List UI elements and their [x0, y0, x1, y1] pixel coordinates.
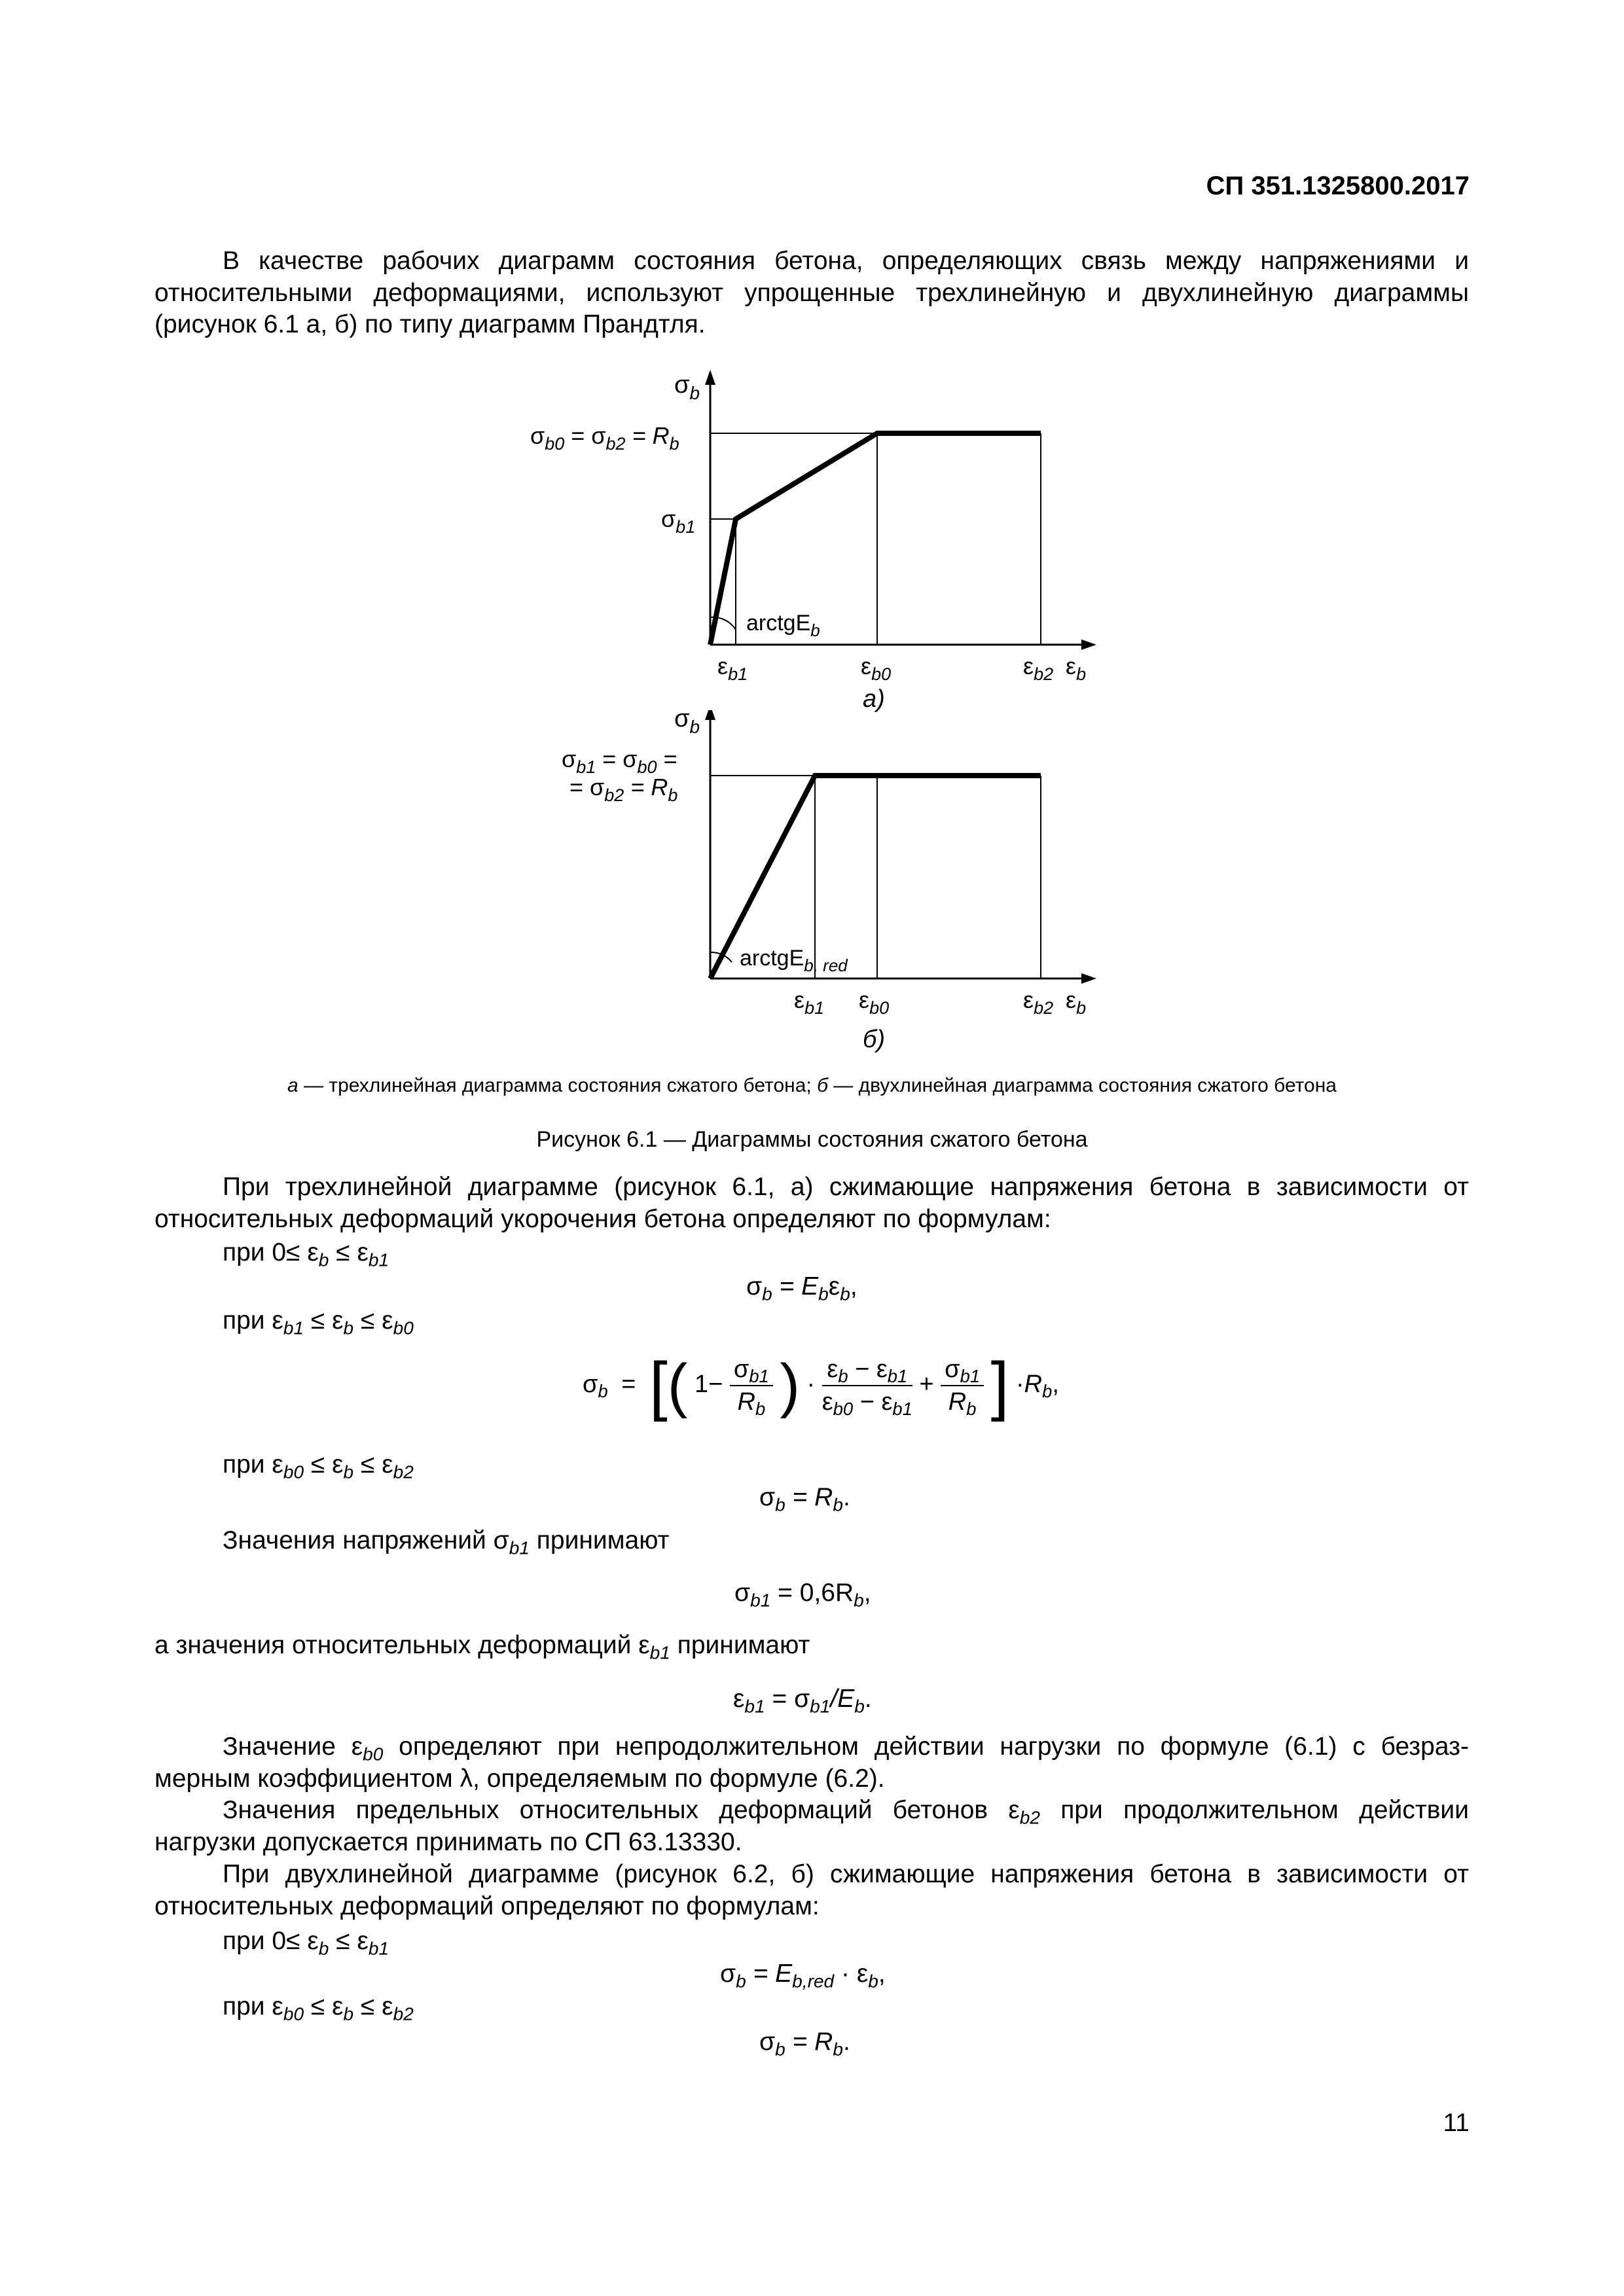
formula-4: $\sigma_{b1} = 0,6R_b$,: [734, 1579, 871, 1611]
p1-line-2: относительных деформаций укорочения бетона определяют по формулам:: [154, 1204, 1051, 1233]
p1-line-1: При трехлинейной диаграмме (рисунок 6.1, а) сжимающие напряжения бетона в зависимости от: [223, 1173, 1469, 1201]
y-arrow-a: [705, 370, 715, 385]
sigma-label-b-line1: $\sigma_{b1} = \sigma_{b0}$ =: [562, 745, 677, 777]
condition-4: при $0\le \varepsilon_b \le \varepsilon_{b1}$: [223, 1927, 389, 1959]
eps-b1-label-b: $\varepsilon_{b1}$: [794, 986, 825, 1018]
eps-b0-label-a: $\varepsilon_{b0}$: [861, 653, 892, 684]
formula-3: $\sigma_b = R_b$.: [759, 1483, 850, 1515]
figure-b: [0, 710, 1624, 1064]
y-axis-label-b: $\sigma_b$: [674, 710, 700, 737]
paragraph-eps-b2: Значения предельных относительных деформаций бетонов $\varepsilon_{b2}$ при продолжительном действии нагрузки допускается принимать по СП 63.13330.: [154, 1796, 1469, 1856]
eps-b2-label-b: $\varepsilon_{b2}$: [1023, 986, 1054, 1018]
condition-2: при $\varepsilon_{b1} \le \varepsilon_b \le \varepsilon_{b0}$: [223, 1306, 414, 1338]
intro-paragraph: [154, 245, 1469, 341]
condition-3: при $\varepsilon_{b0} \le \varepsilon_b \le \varepsilon_{b2}$: [223, 1450, 414, 1482]
fraction-1: $\frac{\sigma_{b1}}{R_b}$: [730, 1354, 773, 1418]
figure-legend: а — трехлинейная диаграмма состояния сжатого бетона; б — двухлинейная диаграмма состояния сжатого бетона: [287, 1075, 1337, 1096]
body-paragraph-1: [154, 1172, 1469, 1235]
fraction-3: $\frac{\sigma_{b1}}{R_b}$: [941, 1354, 984, 1418]
intro-line-3: (рисунок 6.1 а, б) по типу диаграмм Прандтля.: [154, 310, 706, 338]
page-number: 11: [1443, 2109, 1470, 2137]
intro-line-2: относительными деформациями, используют упрощенные трехлинейную и двухлинейную диаграммы: [154, 278, 1469, 307]
diagram-a: [0, 360, 1624, 726]
eps-b0-label-b: $\varepsilon_{b0}$: [859, 986, 890, 1018]
intro-line-1: В качестве рабочих диаграмм состояния бетона, определяющих связь между напряжениями и: [223, 247, 1469, 275]
paragraph-sigma-b1: Значения напряжений $\sigma_{b1}$ принимают: [223, 1526, 670, 1558]
eps-b2-label-a: $\varepsilon_{b2}$: [1023, 653, 1054, 684]
diagram-b: [0, 710, 1624, 1064]
y-arrow-b: [705, 710, 715, 720]
sigma-label-b-line2: = $\sigma_{b2} = R_b$: [569, 774, 678, 805]
eps-b1-label-a: $\varepsilon_{b1}$: [717, 653, 748, 684]
document-code: СП 351.1325800.2017: [1206, 171, 1470, 200]
x-axis-label-a: $\varepsilon_b$: [1066, 653, 1087, 684]
paragraph-eps-b0: Значение $\varepsilon_{b0}$ определяют при непродолжительном действии нагрузки по формуле (6.1) с безраз- мерным коэффициентом λ, определяемым по формуле (6.2).: [154, 1732, 1469, 1793]
sigma-top-label-a: $\sigma_{b0} = \sigma_{b2} = R_b$: [530, 422, 679, 454]
arctg-eb-label-a: arctgE$_b$: [746, 611, 820, 640]
condition-5: при $\varepsilon_{b0} \le \varepsilon_b \le \varepsilon_{b2}$: [223, 1992, 414, 2024]
formula-7: $\sigma_b = R_b$.: [759, 2028, 850, 2060]
figure-b-caption: б): [863, 1026, 886, 1053]
paragraph-bilinear: При двухлинейной диаграмме (рисунок 6.2, б) сжимающие напряжения бетона в зависимости от относительных деформаций определяют по формулам:: [154, 1860, 1469, 1920]
figure-a: [0, 360, 1624, 726]
formula-1: $\sigma_b = E_b\varepsilon_b$,: [746, 1272, 857, 1304]
formula-6: $\sigma_b = E_{b,red} \cdot \varepsilon_b$,: [720, 1960, 886, 1992]
figure-title: Рисунок 6.1 — Диаграммы состояния сжатого бетона: [536, 1127, 1088, 1152]
condition-1: при $0\le \varepsilon_b \le \varepsilon_{b1}$: [223, 1238, 389, 1270]
x-arrow-b: [1081, 973, 1096, 984]
fraction-2: $\frac{\varepsilon_b - \varepsilon_{b1}}{\varepsilon_{b0} - \varepsilon_{b1}}$: [822, 1354, 912, 1418]
figure-a-caption: а): [863, 685, 885, 713]
y-axis-label-a: $\sigma_b$: [674, 371, 700, 403]
arctg-ebred-label-b: arctgE$_{b, red}$: [740, 946, 848, 975]
x-arrow-a: [1081, 639, 1096, 650]
formula-2: $\sigma_b$ = [( 1− $\frac{\sigma_{b1}}{R_b}$ ) · $\frac{\varepsilon_b - \varepsilon_{b1}}{\varepsilon_{b0} - \varepsilon_{b1}}$ + $\frac{\sigma_{b1}}{R_b}$ ] $\cdot R_b$,: [583, 1349, 1059, 1422]
x-axis-label-b: $\varepsilon_b$: [1066, 986, 1087, 1018]
paragraph-eps-b1: а значения относительных деформаций $\varepsilon_{b1}$ принимают: [154, 1631, 810, 1663]
formula-5: $\varepsilon_{b1} = \sigma_{b1}/E_b$.: [733, 1685, 872, 1717]
sigma-b1-label-a: $\sigma_{b1}$: [661, 505, 696, 537]
